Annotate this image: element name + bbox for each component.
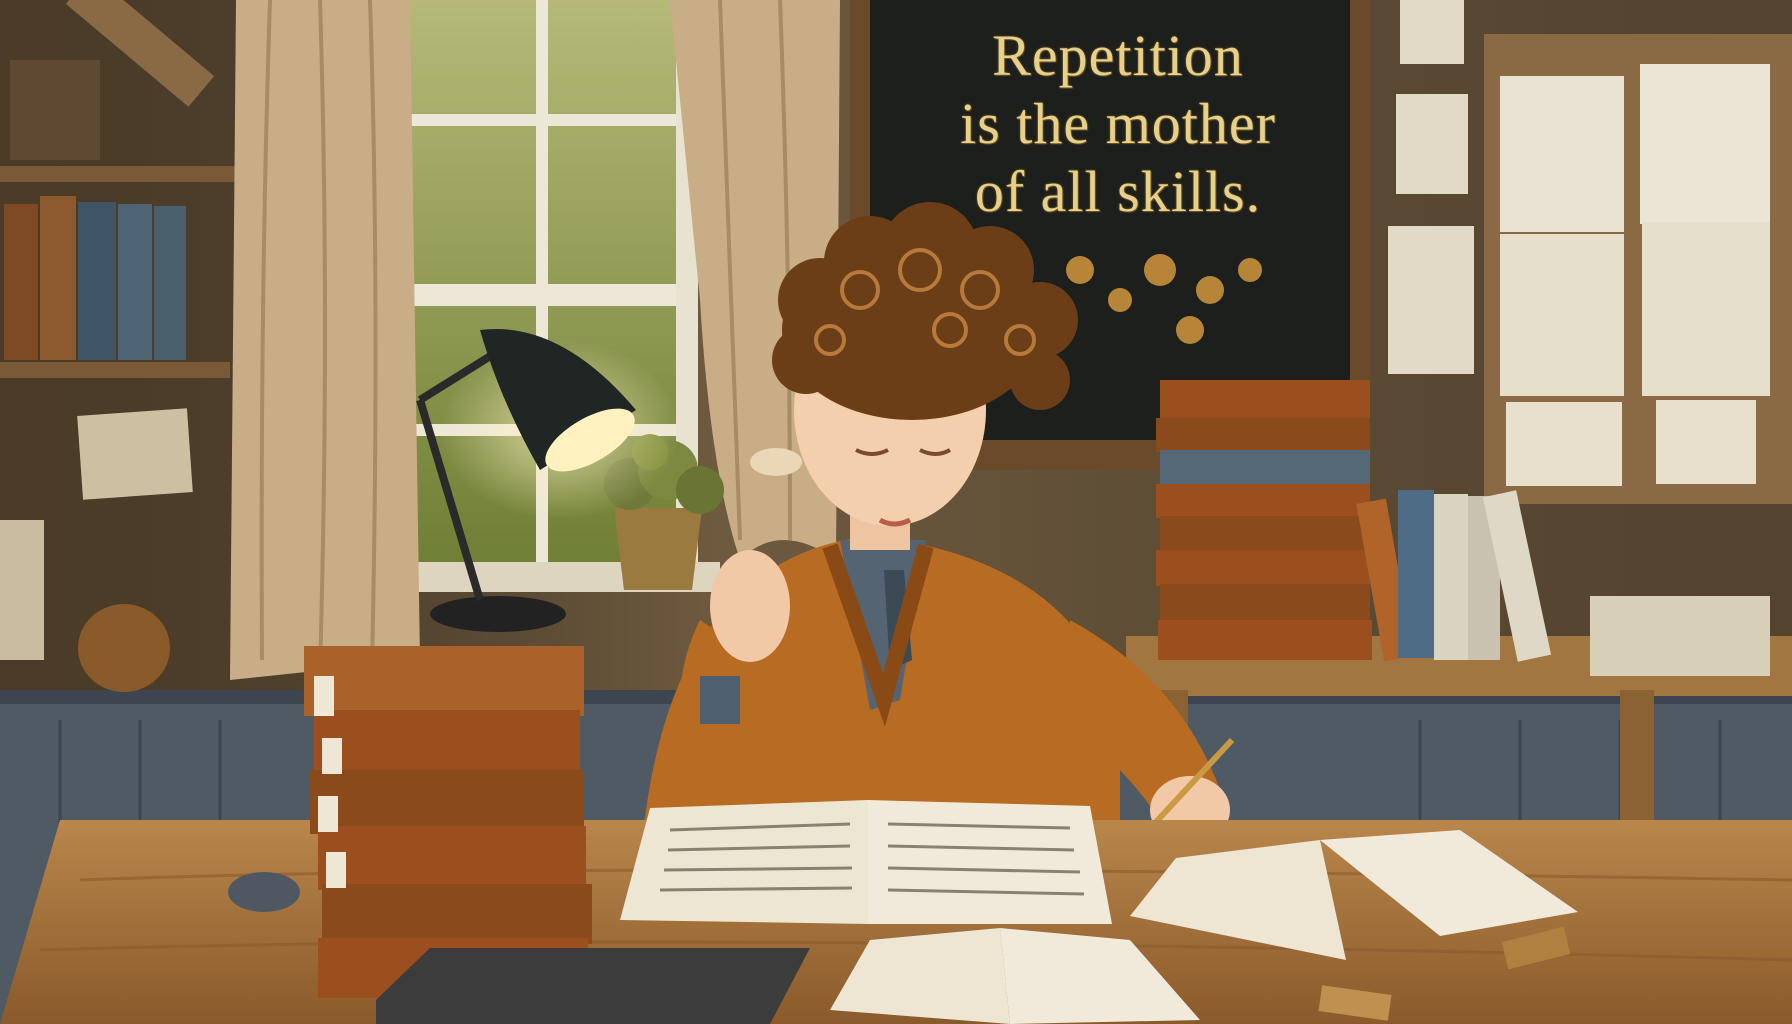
wicker-basket (78, 604, 170, 692)
eraser (228, 872, 300, 912)
wall-note (0, 520, 44, 660)
open-book-center (620, 800, 1112, 924)
quote-line-1: Repetition (992, 23, 1244, 88)
book-stack-right (1156, 380, 1372, 660)
book-stack-left (304, 646, 592, 998)
paper-pile (1590, 596, 1770, 676)
hand-left (710, 550, 790, 662)
quote-line-2: is the mother (960, 91, 1276, 156)
chalkboard-quote (904, 22, 1332, 226)
wall-note (77, 408, 193, 499)
tablet (376, 948, 810, 1024)
quote-line-3: of all skills. (974, 159, 1262, 224)
